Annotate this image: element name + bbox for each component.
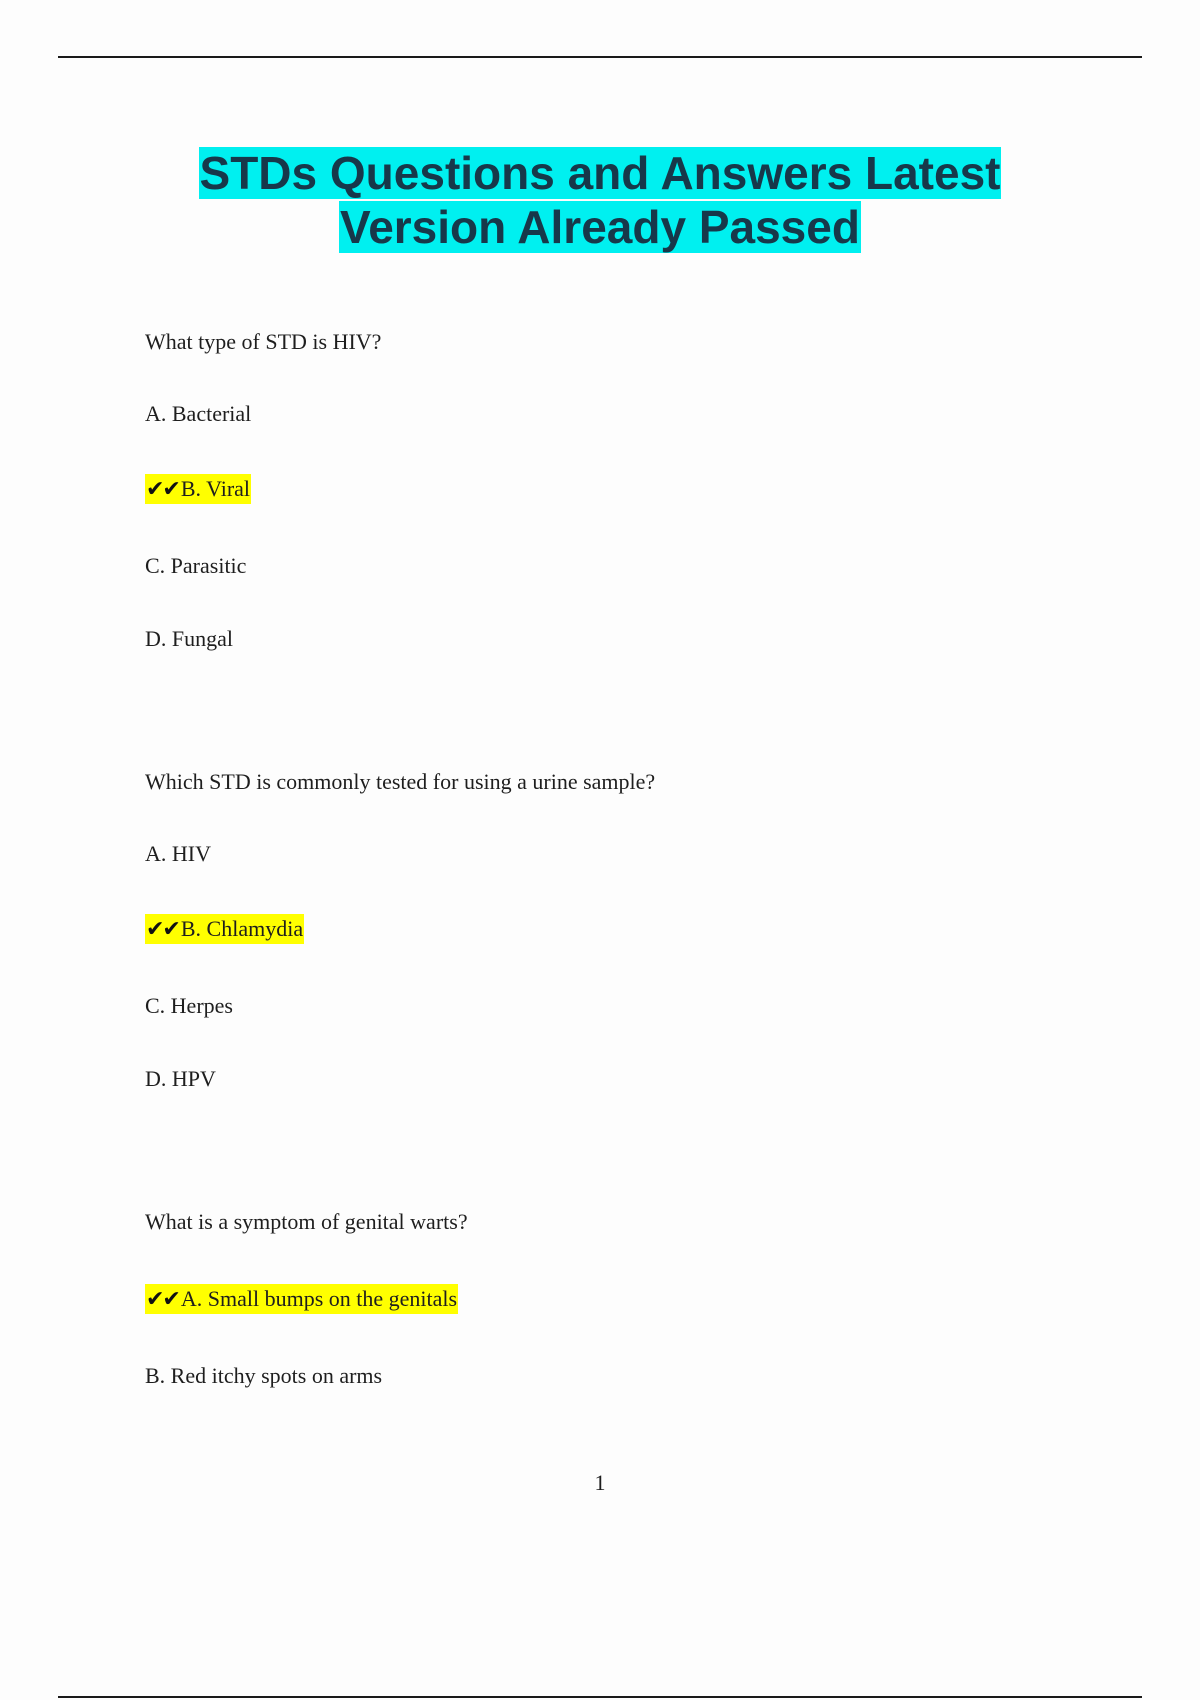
q1-option-a: A. Bacterial bbox=[145, 401, 252, 426]
title-line-2: Version Already Passed bbox=[340, 201, 860, 253]
bottom-rule bbox=[58, 1696, 1142, 1698]
q1-option-b-correct bbox=[145, 475, 251, 504]
answer-text: A. Small bumps on the genitals bbox=[180, 1286, 458, 1311]
page-number: 1 bbox=[594, 1470, 606, 1495]
correct-answer-highlight bbox=[145, 1284, 458, 1314]
double-check-icon: ✔✔ bbox=[146, 1287, 179, 1312]
q2-option-a: A. HIV bbox=[145, 841, 211, 866]
q2-option-b-correct bbox=[145, 915, 304, 944]
top-rule bbox=[58, 56, 1142, 58]
correct-answer-highlight bbox=[145, 914, 304, 944]
question-3: What is a symptom of genital warts? bbox=[145, 1209, 468, 1234]
question-1: What type of STD is HIV? bbox=[145, 329, 382, 354]
double-check-icon: ✔✔ bbox=[146, 477, 179, 502]
q3-option-b: B. Red itchy spots on arms bbox=[145, 1363, 383, 1388]
q1-option-c: C. Parasitic bbox=[145, 553, 247, 578]
title-line-1: STDs Questions and Answers Latest bbox=[199, 147, 1001, 199]
answer-text: B. Chlamydia bbox=[180, 916, 304, 941]
correct-answer-highlight bbox=[145, 474, 251, 504]
answer-text: B. Viral bbox=[180, 476, 251, 501]
q2-option-c: C. Herpes bbox=[145, 993, 233, 1018]
q2-option-d: D. HPV bbox=[145, 1066, 216, 1091]
q3-option-a-correct bbox=[145, 1285, 458, 1314]
document-title bbox=[0, 146, 1200, 254]
question-2: Which STD is commonly tested for using a urine sample? bbox=[145, 769, 656, 794]
q1-option-d: D. Fungal bbox=[145, 626, 233, 651]
double-check-icon: ✔✔ bbox=[146, 917, 179, 942]
